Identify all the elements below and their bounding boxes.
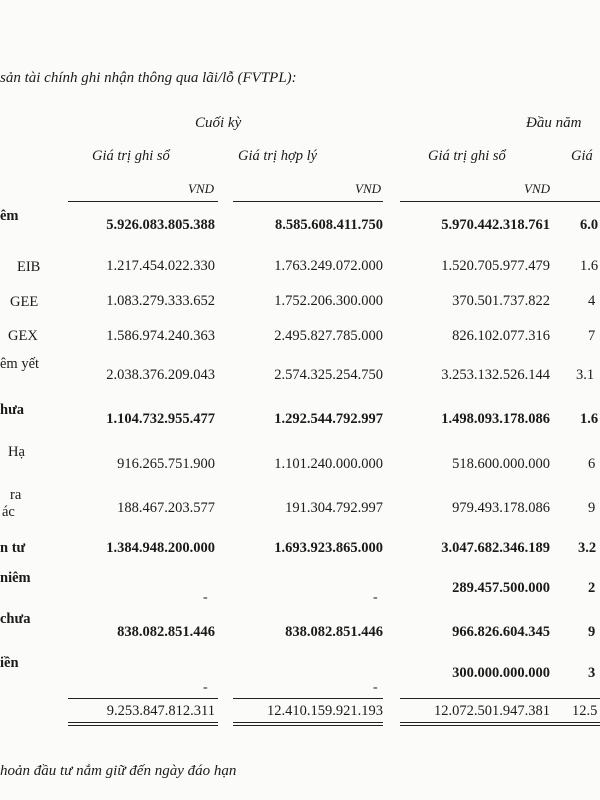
total-double-rule — [400, 725, 600, 726]
group-header-end-period: Cuối kỳ — [195, 115, 242, 131]
cell-value: 2.495.827.785.000 — [274, 328, 383, 344]
cell-value: 289.457.500.000 — [452, 580, 550, 596]
total-value: 12.5 — [572, 703, 598, 719]
cell-value: 1.384.948.200.000 — [106, 540, 215, 556]
cell-value: 916.265.751.900 — [117, 456, 215, 472]
total-value: 12.410.159.921.193 — [267, 703, 383, 719]
col-header-fair-value-start: Giá — [571, 148, 593, 164]
cell-value: 518.600.000.000 — [452, 456, 550, 472]
row-label: GEX — [8, 328, 38, 344]
col-header-fair-value-end: Giá trị hợp lý — [238, 148, 318, 164]
footer-heading: hoản đầu tư nắm giữ đến ngày đáo hạn — [0, 763, 237, 779]
row-label: ra — [10, 487, 22, 503]
unit-label: VND — [524, 181, 550, 196]
cell-value: 6.0 — [580, 217, 599, 233]
cell-value: 838.082.851.446 — [117, 624, 215, 640]
cell-value: 1.101.240.000.000 — [274, 456, 383, 472]
header-rule — [400, 201, 600, 202]
cell-value: 1.498.093.178.086 — [441, 411, 550, 427]
cell-dash: - — [373, 590, 378, 605]
cell-value: 5.970.442.318.761 — [441, 217, 550, 233]
col-header-book-value-start: Giá trị ghi sổ — [428, 148, 506, 164]
row-label: êm yết — [0, 356, 40, 372]
cell-value: 1.763.249.072.000 — [274, 258, 383, 274]
section-title: sản tài chính ghi nhận thông qua lãi/lỗ (FVTPL): — [0, 70, 297, 86]
row-label: iền — [0, 655, 19, 671]
row-label: n tư — [0, 540, 26, 556]
unit-label: VND — [355, 181, 381, 196]
total-value: 12.072.501.947.381 — [434, 703, 550, 719]
row-label: ác — [2, 504, 15, 520]
cell-value: 1.752.206.300.000 — [274, 293, 383, 309]
cell-value: 3.047.682.346.189 — [441, 540, 550, 556]
row-label: EIB — [17, 259, 41, 275]
cell-value: 826.102.077.316 — [452, 328, 550, 344]
total-value: 9.253.847.812.311 — [106, 703, 215, 719]
total-double-rule — [68, 725, 218, 726]
total-rule — [68, 698, 218, 699]
row-label: êm — [0, 208, 19, 224]
cell-dash: - — [373, 680, 378, 695]
cell-value: 8.585.608.411.750 — [275, 217, 383, 233]
cell-value: 3.253.132.526.144 — [441, 367, 550, 383]
cell-value: 979.493.178.086 — [452, 500, 550, 516]
cell-value: 1.693.923.865.000 — [274, 540, 383, 556]
header-rule — [68, 201, 218, 202]
cell-value: 188.467.203.577 — [117, 500, 215, 516]
cell-value: 5.926.083.805.388 — [106, 217, 215, 233]
cell-dash: - — [203, 680, 208, 695]
cell-value: 966.826.604.345 — [452, 624, 550, 640]
cell-value: 1.6 — [580, 411, 599, 427]
cell-value: 4 — [588, 293, 596, 309]
cell-value: 1.6 — [580, 258, 599, 274]
cell-value: 9 — [588, 624, 596, 640]
row-label: Hạ — [8, 444, 25, 460]
row-label: GEE — [10, 294, 39, 310]
header-rule — [233, 201, 383, 202]
cell-value: 370.501.737.822 — [452, 293, 550, 309]
row-label: hưa — [0, 402, 25, 418]
total-rule — [400, 698, 600, 699]
row-label: chưa — [0, 611, 31, 627]
cell-value: 838.082.851.446 — [285, 624, 383, 640]
cell-value: 3.1 — [576, 367, 595, 383]
cell-value: 2.574.325.254.750 — [274, 367, 383, 383]
total-double-rule — [400, 722, 600, 723]
unit-label: VND — [188, 181, 214, 196]
cell-value: 9 — [588, 500, 596, 516]
row-label: niêm — [0, 570, 31, 586]
col-header-book-value-end: Giá trị ghi sổ — [92, 148, 170, 164]
cell-value: 2 — [588, 580, 596, 596]
total-rule — [233, 698, 383, 699]
cell-value: 1.104.732.955.477 — [106, 411, 215, 427]
cell-value: 191.304.792.997 — [285, 500, 383, 516]
cell-value: 1.586.974.240.363 — [106, 328, 215, 344]
cell-value: 2.038.376.209.043 — [106, 367, 215, 383]
group-header-start-year: Đầu năm — [526, 115, 582, 131]
cell-value: 7 — [588, 328, 596, 344]
cell-value: 6 — [588, 456, 596, 472]
total-double-rule — [233, 722, 383, 723]
cell-value: 1.520.705.977.479 — [441, 258, 550, 274]
cell-dash: - — [203, 590, 208, 605]
cell-value: 300.000.000.000 — [452, 665, 550, 681]
total-double-rule — [233, 725, 383, 726]
cell-value: 1.083.279.333.652 — [106, 293, 215, 309]
total-double-rule — [68, 722, 218, 723]
cell-value: 1.292.544.792.997 — [274, 411, 383, 427]
cell-value: 1.217.454.022.330 — [106, 258, 215, 274]
cell-value: 3 — [588, 665, 596, 681]
cell-value: 3.2 — [578, 540, 597, 556]
